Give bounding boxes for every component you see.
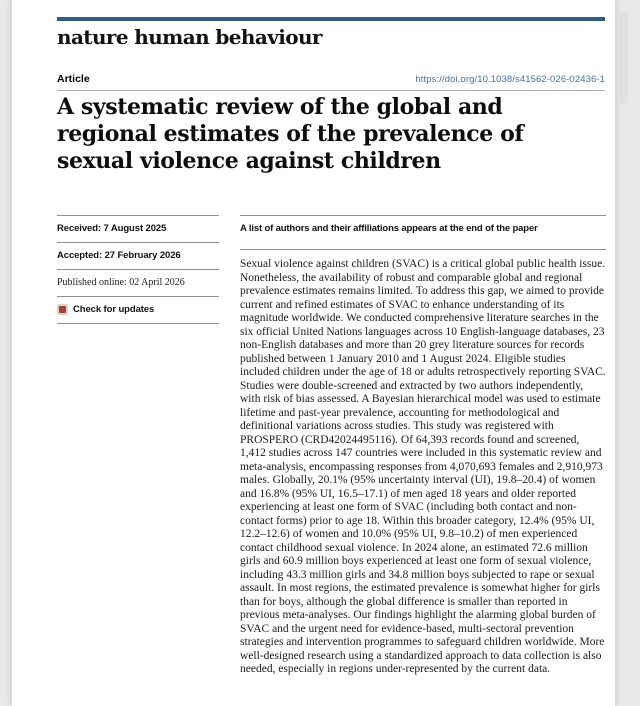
published-date: Published online: 02 April 2026 xyxy=(57,269,219,296)
received-date: Received: 7 August 2025 xyxy=(57,215,219,242)
crossmark-icon xyxy=(57,304,68,315)
title-line-1: A systematic review of the global and xyxy=(57,94,503,120)
check-for-updates-badge[interactable] xyxy=(57,296,219,323)
journal-accent-bar xyxy=(57,17,605,21)
journal-masthead: nature human behaviour xyxy=(57,25,322,49)
abstract-column xyxy=(240,215,606,677)
article-meta-sidebar xyxy=(57,215,219,324)
title-line-3: sexual violence against children xyxy=(57,148,441,174)
paper-page xyxy=(12,0,615,706)
doi-link[interactable]: https://doi.org/10.1038/s41562-026-02436-1 xyxy=(415,74,605,85)
scrollbar-thumb[interactable] xyxy=(619,12,628,104)
accepted-date: Accepted: 27 February 2026 xyxy=(57,242,219,269)
abstract-text: Sexual violence against children (SVAC) is a critical global public health issue. Nonetheless, the availability of robust and comparable global and regional prevalence estimates remains limited. To address this gap, we aimed to provide current and refined estimates of SVAC to enhance understanding of its magnitude worldwide. We conducted comprehensive literature searches in the six official United Nations languages across 10 English-language databases, 23 non-English databases and more than 20 grey literature sources for records published between 1 January 2010 and 1 August 2024. Eligible studies included children under the age of 18 or adults retrospectively reporting SVAC. Studies were double-screened and extracted by two authors independently, with risk of bias assessed. A Bayesian hierarchical model was used to estimate lifetime and past-year prevalence, accounting for methodological and definitional variations across studies. This study was registered with PROSPERO (CRD42024495116). Of 64,393 records found and screened, 1,412 studies across 147 countries were included in this systematic review and meta-analysis, encompassing responses from 4,070,693 females and 2,910,973 males. Globally, 20.1% (95% uncertainty interval (UI), 19.8–20.4) of women and 16.8% (95% UI, 16.5–17.1) of men aged 18 years and older reported experiencing at least one form of SVAC (including both contact and non-contact forms) prior to age 18. Within this broader category, 12.4% (95% UI, 12.2–12.6) of women and 10.0% (95% UI, 9.8–10.2) of men experienced contact childhood sexual violence. In 2024 alone, an estimated 72.6 million girls and 60.9 million boys experienced at least one form of sexual violence, including 43.3 million girls and 34.8 million boys subjected to rape or sexual assault. In most regions, the estimated prevalence is somewhat higher for girls than for boys, although the global difference is smaller than reported in previous meta-analyses. Our findings highlight the alarming global burden of SVAC and the urgent need for evidence-based, multi-sectoral prevention strategies and intervention programmes to safeguard children worldwide. More well-designed research using a standardized approach to data collection is also needed, especially in regions under-represented by the current data. xyxy=(240,258,606,675)
article-type-label: Article xyxy=(57,73,90,85)
check-for-updates-label: Check for updates xyxy=(73,304,155,315)
title-line-2: regional estimates of the prevalence of xyxy=(57,121,524,147)
article-header-row xyxy=(57,73,605,85)
paper-title xyxy=(57,94,577,175)
authors-note: A list of authors and their affiliations appears at the end of the paper xyxy=(240,215,606,249)
header-divider xyxy=(57,90,605,91)
